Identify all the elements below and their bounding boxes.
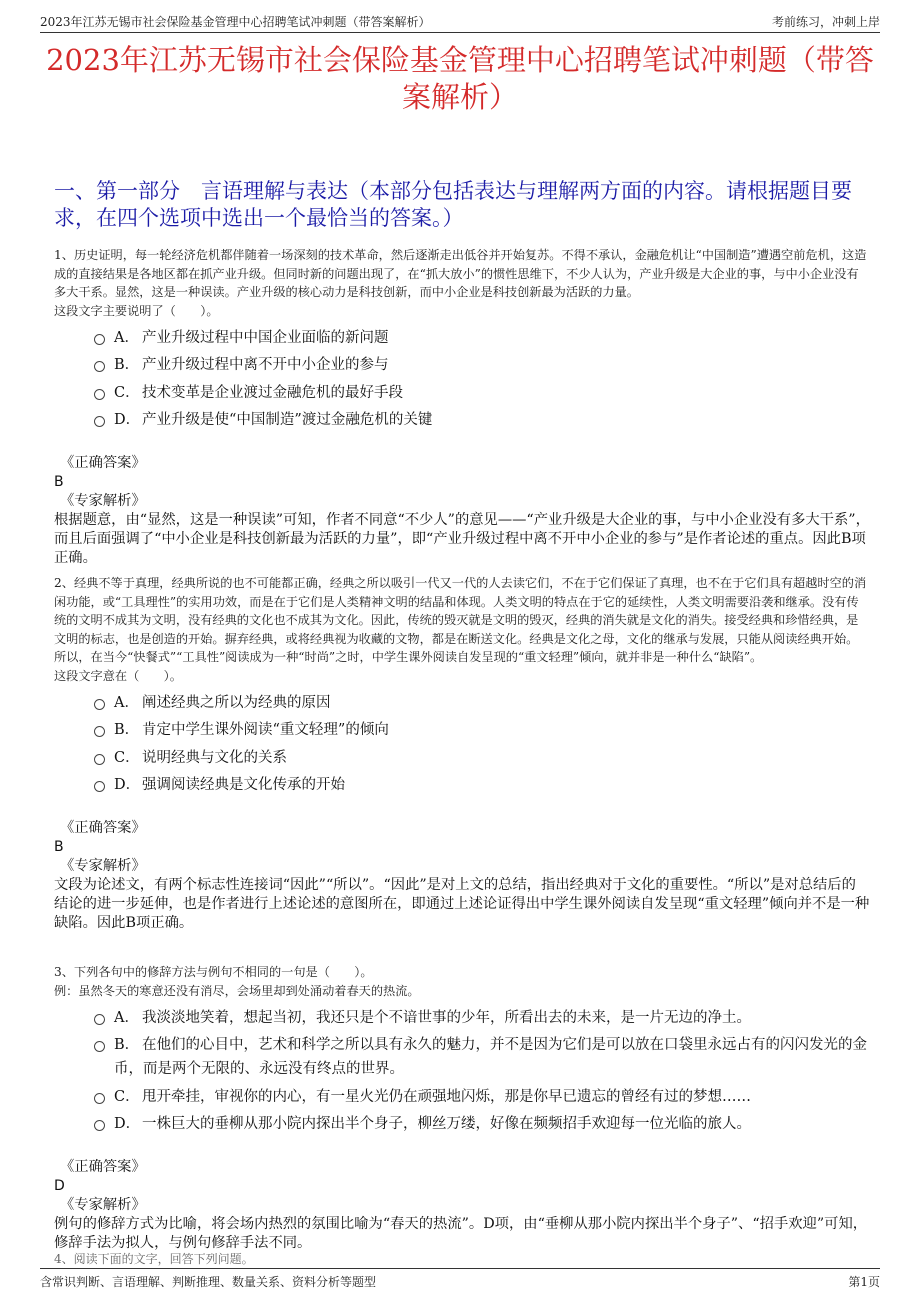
option-letter: A． [114, 329, 139, 346]
option-letter: A． [114, 1009, 139, 1026]
answer-value: D [54, 1178, 65, 1194]
option-text: 我淡淡地笑着，想起当初，我还只是个不谙世事的少年，所看出去的未来，是一片无边的净土。 [142, 1009, 751, 1026]
radio-button[interactable] [94, 416, 105, 427]
option-letter: A． [114, 694, 139, 711]
option-list [94, 326, 870, 433]
option-d[interactable] [94, 773, 870, 797]
option-text: 产业升级过程中中国企业面临的新问题 [142, 329, 389, 346]
option-text: 甩开牵挂，审视你的内心，有一星火光仍在顽强地闪烁，那是你早已遗忘的曾经有过的梦想…… [142, 1088, 751, 1105]
option-c[interactable] [94, 381, 870, 405]
option-b[interactable] [94, 353, 870, 377]
option-c[interactable] [94, 746, 870, 770]
answer-value: B [54, 839, 64, 855]
answer-label: 《正确答案》 [60, 820, 146, 836]
answer-block [54, 1158, 870, 1253]
analysis-label: 《专家解析》 [60, 1197, 146, 1213]
option-c[interactable] [94, 1085, 870, 1109]
option-text: 肯定中学生课外阅读“重文轻理”的倾向 [142, 722, 389, 738]
header-slogan: 考前练习，冲刺上岸 [771, 15, 880, 29]
radio-button[interactable] [94, 781, 105, 792]
question-stem: 3、下列各句中的修辞方法与例句不相同的一句是（ ）。 [54, 965, 373, 979]
option-a[interactable] [94, 1006, 870, 1030]
section-heading: 一、第一部分 言语理解与表达（本部分包括表达与理解两方面的内容。请根据题目要求，在四个选项中选出一个最恰当的答案。） [54, 179, 852, 230]
next-question-fragment: 4、阅读下面的文字，回答下列问题。 [54, 1252, 254, 1266]
option-text: 产业升级过程中离不开中小企业的参与 [142, 357, 389, 373]
question-2 [54, 574, 870, 933]
question-prompt: 这段文字主要说明了（ ）。 [54, 303, 219, 318]
document-title: 2023年江苏无锡市社会保险基金管理中心招聘笔试冲刺题（带答案解析） [46, 43, 874, 114]
option-letter: C． [114, 1088, 140, 1105]
option-a[interactable] [94, 326, 870, 350]
option-text: 在他们的心目中，艺术和科学之所以具有永久的魅力，并不是因为它们是可以放在口袋里永远占有的闪闪发光的金币，而是两个无限的、永远没有终点的世界。 [114, 1037, 867, 1077]
page-footer [40, 1268, 880, 1291]
analysis-label: 《专家解析》 [60, 858, 146, 874]
option-b[interactable] [94, 718, 870, 742]
question-stem: 2、经典不等于真理，经典所说的也不可能都正确，经典之所以吸引一代又一代的人去读它们，不在于它们保证了真理，也不在于它们具有超越时空的消闲功能，或“工具理性”的实用功效，而是在于它们是人类精神文明的结晶和体现。人类文明的特点在于它的延续性，人类文明需要沿袭和继承。没有传统的文明不成其为文明，没有经典的文化也不成其为文化。因此，传统的毁灭就是文明的毁灭，经典的消失就是文化的消失。接受经典和珍惜经典，是文明的标志，也是创造的开始。摒弃经典，或将经典视为收藏的文物，都是在断送文化。经典是文化之母，文化的继承与发展，只能从阅读经典开始。所以，在当今“快餐式”“工具性”阅读成为一种“时尚”之时，中学生课外阅读自发呈现的“重文轻理”倾向，就并非是一种什么“缺陷”。 [54, 576, 867, 664]
option-letter: B． [114, 722, 140, 738]
option-list [94, 1006, 870, 1137]
option-letter: B． [114, 1037, 140, 1053]
option-d[interactable] [94, 1112, 870, 1136]
answer-label: 《正确答案》 [60, 455, 146, 471]
page-header [40, 10, 880, 33]
radio-button[interactable] [94, 1093, 105, 1104]
option-letter: C． [114, 384, 140, 401]
question-1 [54, 246, 870, 568]
radio-button[interactable] [94, 726, 105, 737]
option-letter: D． [114, 412, 141, 428]
question-prompt: 这段文字意在（ ）。 [54, 668, 182, 683]
example-sentence: 例：虽然冬天的寒意还没有消尽，会场里却到处涌动着春天的热流。 [54, 983, 420, 998]
radio-button[interactable] [94, 389, 105, 400]
answer-block [54, 819, 870, 933]
option-text: 产业升级是使“中国制造”渡过金融危机的关键 [142, 412, 433, 428]
page-number: 第1页 [848, 1275, 880, 1289]
radio-button[interactable] [94, 754, 105, 765]
option-text: 强调阅读经典是文化传承的开始 [142, 777, 345, 793]
option-text: 阐述经典之所以为经典的原因 [142, 694, 331, 711]
header-doc-name: 2023年江苏无锡市社会保险基金管理中心招聘笔试冲刺题（带答案解析） [40, 15, 431, 29]
analysis-text: 文段为论述文，有两个标志性连接词“因此”“所以”。“因此”是对上文的总结，指出经典对于文化的重要性。“所以”是对总结后的结论的进一步延伸，也是作者进行上述论述的意图所在，即通过上述论证得出中学生课外阅读自发呈现“重文轻理”倾向并不是一种缺陷。因此B项正确。 [54, 877, 870, 931]
answer-value: B [54, 474, 64, 490]
radio-button[interactable] [94, 1041, 105, 1052]
option-letter: D． [114, 777, 141, 793]
option-text: 技术变革是企业渡过金融危机的最好手段 [142, 384, 403, 401]
option-letter: C． [114, 749, 140, 766]
analysis-text: 例句的修辞方式为比喻，将会场内热烈的氛围比喻为“春天的热流”。D项，由“垂柳从那小院内探出半个身子”、“招手欢迎”可知，修辞手法为拟人，与例句修辞手法不同。 [54, 1216, 868, 1251]
option-a[interactable] [94, 691, 870, 715]
analysis-text: 根据题意，由“显然，这是一种误读”可知，作者不同意“不少人”的意见——“产业升级是大企业的事，与中小企业没有多大干系”，而且后面强调了“中小企业是科技创新最为活跃的力量”，即“产业升级过程中离不开中小企业的参与”是作者论述的重点。因此B项正确。 [54, 512, 870, 566]
option-text: 说明经典与文化的关系 [142, 749, 287, 766]
option-letter: D． [114, 1116, 141, 1132]
option-letter: B． [114, 357, 140, 373]
option-d[interactable] [94, 408, 870, 432]
footer-note: 含常识判断、言语理解、判断推理、数量关系、资料分析等题型 [40, 1275, 377, 1289]
option-list [94, 691, 870, 798]
option-b[interactable] [94, 1033, 870, 1081]
radio-button[interactable] [94, 1120, 105, 1131]
answer-label: 《正确答案》 [60, 1159, 146, 1175]
option-text: 一株巨大的垂柳从那小院内探出半个身子，柳丝万缕，好像在频频招手欢迎每一位光临的旅人。 [142, 1116, 751, 1132]
radio-button[interactable] [94, 361, 105, 372]
question-stem: 1、历史证明，每一轮经济危机都伴随着一场深刻的技术革命，然后逐渐走出低谷并开始复苏。不得不承认，金融危机让“中国制造”遭遇空前危机，这造成的直接结果是各地区都在抓产业升级。但同时新的问题出现了，在“抓大放小”的惯性思维下，不少人认为，产业升级是大企业的事，与中小企业没有多大干系。显然，这是一种误读。产业升级的核心动力是科技创新，而中小企业是科技创新最为活跃的力量。 [54, 248, 867, 299]
radio-button[interactable] [94, 334, 105, 345]
question-3 [54, 963, 870, 1253]
analysis-label: 《专家解析》 [60, 493, 146, 509]
radio-button[interactable] [94, 1014, 105, 1025]
answer-block [54, 454, 870, 568]
radio-button[interactable] [94, 699, 105, 710]
